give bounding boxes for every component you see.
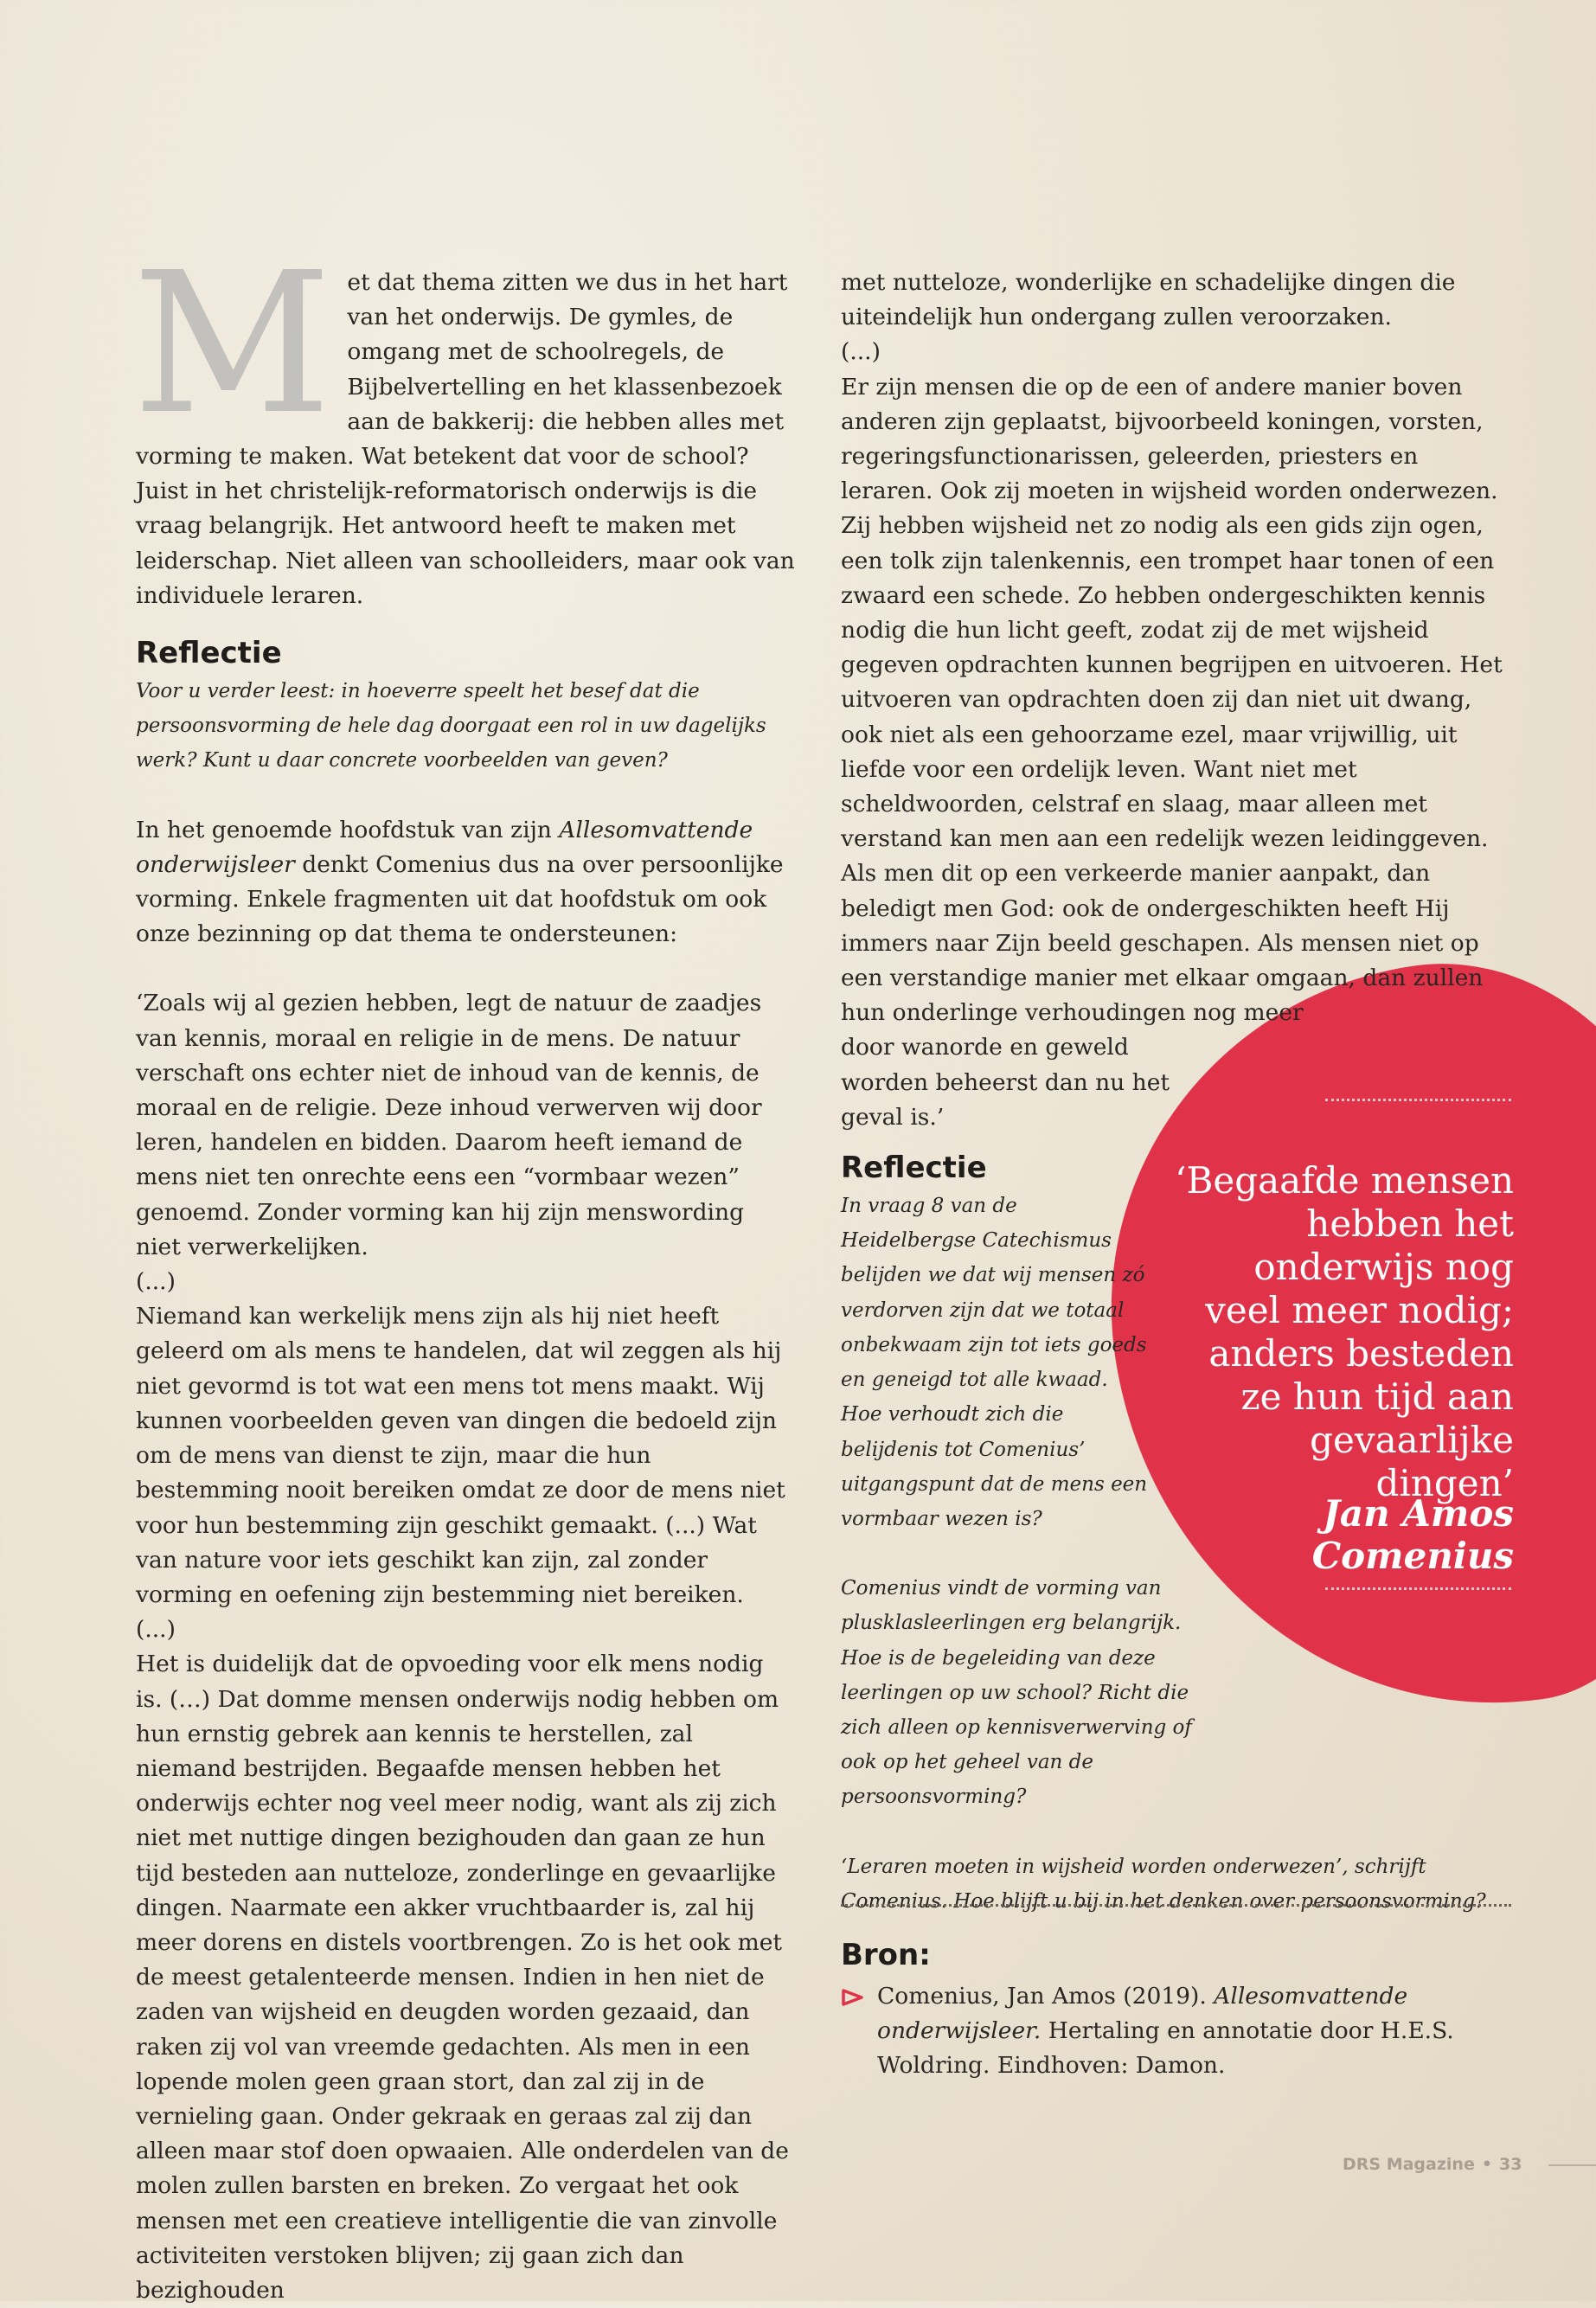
quote-continuation-2: Er zijn mensen die op de een of andere manier boven anderen zijn geplaatst, bijvoorbeeld koningen, vorsten, regeringsfunctionarissen, geleerden, priesters en leraren. Ook zij moeten in wijsheid worden onderwezen. Zij hebben wijsheid net zo nodig als een gids zijn ogen, een tolk zijn talenkennis, een trompet haar tonen of een zwaard een schede. Zo hebben ondergeschikten kennis nodig die hun licht geeft, zodat zij de met wijsheid gegeven opdrachten kunnen begrijpen en uitvoeren. Het uitvoeren van opdrachten doen zij dan niet uit dwang, ook niet als een gehoorzame ezel, maar vrijwillig, uit liefde voor een ordelijk leven. Want niet met scheldwoorden, celstraf en slaag, maar alleen met verstand kan men aan een redelijk wezen leidinggeven. Als men dit op een verkeerde manier aanpakt, dan beledigt men God: ook de ondergeschikten heeft Hij immers naar Zijn beeld geschapen. Als mensen niet op een verstandige manier met elkaar omgaan, dan zullen hun onderlinge verhoudingen nog meer bbox=[841, 373, 1503, 1027]
page-footer: DRS Magazine • 33 bbox=[1343, 2155, 1522, 2174]
quote-paragraph-3: Het is duidelijk dat de opvoeding voor elk mens nodig is. (…) Dat domme mensen onderwijs nodig hebben om hun ernstig gebrek aan kennis te herstellen, zal niemand bestrijden. Begaafde mensen hebben het onderwijs echter nog veel meer nodig, want als zij zich niet met nuttige dingen bezighouden dan gaan ze hun tijd besteden aan nutteloze, zonderlinge en gevaarlijke dingen. Naarmate een akker vruchtbaarder is, zal hij meer dorens en distels voortbrengen. Zo is het ook met de meest getalenteerde mensen. Indien in hen niet de zaden van wijsheid en deugden worden gezaaid, dan raken zij vol van vreemde gedachten. Als men in een lopende molen geen graan stort, dan zal zij in de vernieling gaan. Onder gekraak en geraas zal zij dan alleen maar stof doen opwaaien. Alle onderdelen van de molen zullen barsten en breken. Zo vergaat het ook mensen met een creatieve intelligentie die van zinvolle activiteiten verstoken blijven; zij gaan zich dan bezighouden bbox=[136, 1651, 789, 2304]
drop-cap: M bbox=[132, 231, 332, 458]
ellipsis-1: (...) bbox=[136, 1268, 176, 1296]
ellipsis-2: (...) bbox=[136, 1616, 176, 1644]
page-number: 33 bbox=[1499, 2155, 1522, 2174]
quote-paragraph-2: Niemand kan werkelijk mens zijn als hij niet heeft geleerd om als mens te handelen, dat wil zeggen als hij niet gevormd is tot wat een mens tot mens maakt. Wij kunnen voorbeelden geven van dingen die bedoeld zijn om de mens van dienst te zijn, maar die hun bestemming nooit bereiken omdat ze door de mens niet voor hun bestemming zijn geschikt gemaakt. (...) Wat van nature voor iets geschikt kan zijn, zal zonder vorming en oefening zijn bestemming niet bereiken. bbox=[136, 1303, 785, 1608]
bron-heading: Bron: bbox=[841, 1938, 931, 1972]
footer-line bbox=[1548, 2164, 1596, 2166]
intro-paragraph: et dat thema zitten we dus in het hart van het onderwijs. De gymles, de omgang met de schoolregels, de Bijbelvertelling en het klassenbezoek aan de bakkerij: die hebben alles met vorming te maken. Wat betekent dat voor de school? Juist in het christelijk-reformatorisch onderwijs is die vraag belangrijk. Het antwoord heeft te maken met leiderschap. Niet alleen van schoolleiders, maar ook van individuele leraren. bbox=[136, 269, 795, 609]
reflectie-question-3: Comenius vindt de vorming van plusklasleerlingen erg belangrijk. Hoe is de begeleiding van deze leerlingen op uw school? Richt die zich alleen op kennisverwerving of ook op het geheel van de persoonsvorming? bbox=[841, 1577, 1192, 1809]
bron-title: Allesomvattende onderwijsleer. bbox=[877, 1983, 1408, 2045]
reflectie-question-4: ‘Leraren moeten in wijsheid worden onderwezen’, schrijft Comenius. Hoe blijft u bij in het denken over persoonsvorming? bbox=[841, 1855, 1486, 1913]
pullquote-text: ‘Begaafde mensen hebben het onderwijs nog veel meer nodig; anders besteden ze hun tijd aan gevaarlijke dingen’ bbox=[1175, 1159, 1514, 1504]
reflectie-heading-1: Reflectie bbox=[136, 636, 282, 671]
quote-continuation-1: met nutteloze, wonderlijke en schadelijke dingen die uiteindelijk hun ondergang zullen veroorzaken. bbox=[841, 269, 1456, 331]
reflectie-question-2: In vraag 8 van de Heidelbergse Catechismus belijden we dat wij mensen zó verdorven zijn dat we totaal onbekwaam zijn tot iets goeds en geneigd tot alle kwaad. Hoe verhoudt zich die belijdenis tot Comenius’ uitgangspunt dat de mens een vormbaar wezen is? bbox=[841, 1195, 1148, 1530]
right-column bbox=[841, 266, 1511, 1919]
bron-entry: Comenius, Jan Amos (2019). Allesomvattende onderwijsleer. Hertaling en annotatie door H.E.S. Woldring. Eindhoven: Damon. bbox=[841, 1979, 1507, 2084]
magazine-name: DRS Magazine bbox=[1343, 2155, 1475, 2174]
quote-paragraph-1: ‘Zoals wij al gezien hebben, legt de natuur de zaadjes van kennis, moraal en religie in de mens. De natuur verschaft ons echter niet de inhoud van de kennis, de moraal en de religie. Deze inhoud verwerven wij door leren, handelen en bidden. Daarom heeft iemand de mens niet ten onrechte eens een “vormbaar wezen” genoemd. Zonder vorming kan hij zijn menswording niet verwerkelijken. bbox=[136, 990, 762, 1260]
triangle-bullet-icon bbox=[841, 1988, 865, 2007]
pullquote-author: Jan Amos Comenius bbox=[1311, 1492, 1514, 1577]
reflectie-heading-2: Reflectie bbox=[841, 1151, 987, 1186]
reflectie-question-1: Voor u verder leest: in hoeverre speelt het besef dat die persoonsvorming de hele dag doorgaat een rol in uw dagelijks werk? Kunt u daar concrete voorbeelden van geven? bbox=[136, 680, 766, 773]
ellipsis-3: (...) bbox=[841, 338, 881, 366]
paragraph-comenius-intro: In het genoemde hoofdstuk van zijn Allesomvattende onderwijsleer denkt Comenius dus na over persoonlijke vorming. Enkele fragmenten uit dat hoofdstuk om ook onze bezinning op dat thema te ondersteunen: bbox=[136, 816, 784, 948]
quote-continuation-3: door wanorde en geweld worden beheerst dan nu het geval is.’ bbox=[841, 1034, 1170, 1131]
left-column bbox=[132, 231, 796, 2308]
bron-divider bbox=[841, 1904, 1511, 1907]
